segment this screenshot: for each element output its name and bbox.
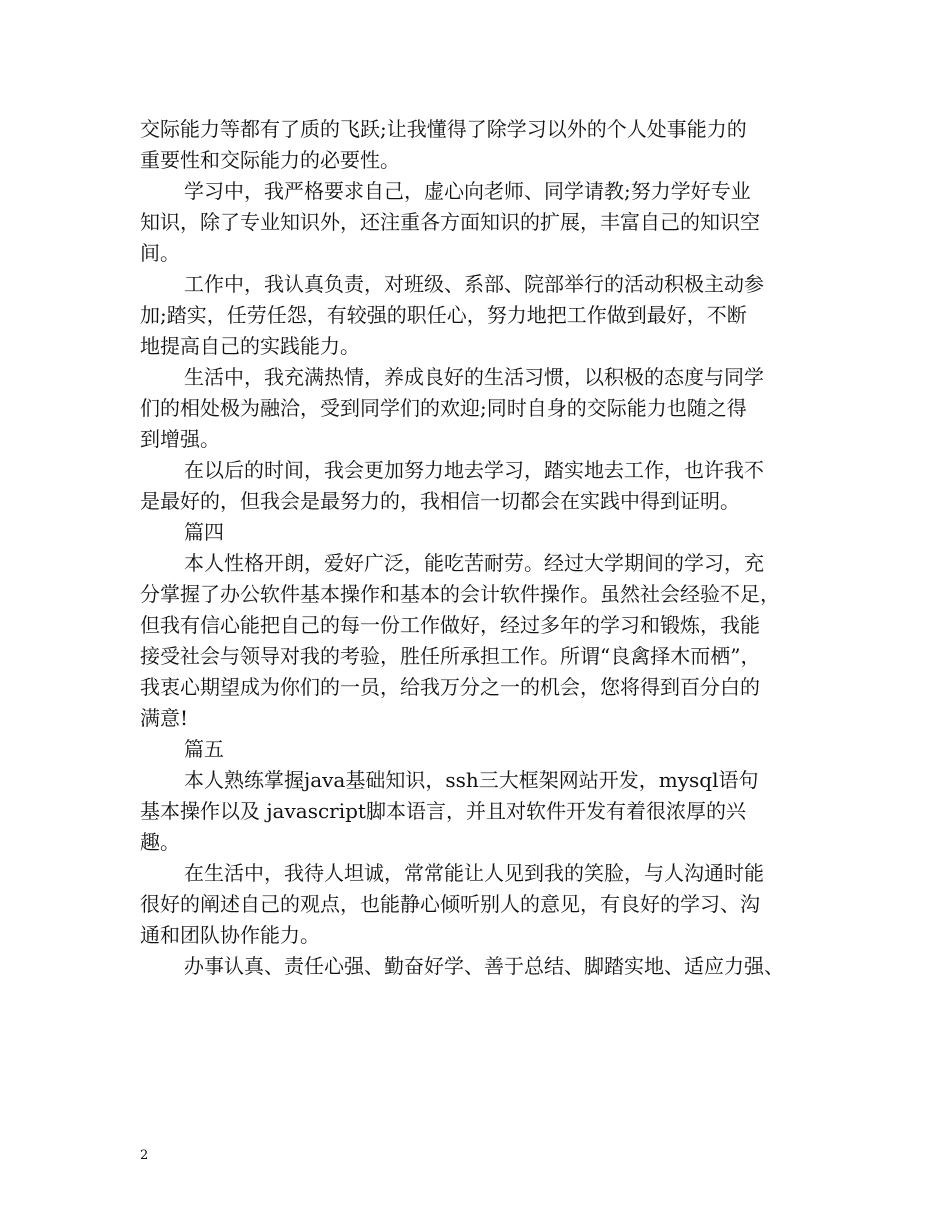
text-line: 趣。 (140, 830, 180, 854)
text-line: 间。 (140, 241, 180, 265)
text-line: 满意! (140, 706, 189, 730)
text-line: 分掌握了办公软件基本操作和基本的会计软件操作。虽然社会经验不足， (140, 582, 780, 606)
text-line: 基本操作以及 javascript脚本语言，并且对软件开发有着很浓厚的兴 (140, 799, 746, 823)
text-line: 生活中，我充满热情，养成良好的生活习惯，以积极的态度与同学 (184, 365, 764, 389)
paragraph (140, 114, 820, 176)
section-heading: 篇四 (184, 520, 224, 544)
text-line: 交际能力等都有了质的飞跃;让我懂得了除学习以外的个人处事能力的 (140, 117, 747, 141)
page-number: 2 (140, 1148, 149, 1163)
text-line: 工作中，我认真负责，对班级、系部、院部举行的活动积极主动参 (184, 272, 764, 296)
text-line: 在以后的时间，我会更加努力地去学习，踏实地去工作，也许我不 (184, 458, 764, 482)
paragraph (140, 858, 820, 951)
paragraph (140, 765, 820, 858)
text-line: 我衷心期望成为你们的一员，给我万分之一的机会，您将得到百分白的 (140, 675, 760, 699)
text-line: 本人熟练掌握java基础知识，ssh三大框架网站开发，mysql语句 (184, 768, 759, 792)
text-line: 很好的阐述自己的观点，也能静心倾听别人的意见，有良好的学习、沟 (140, 892, 760, 916)
text-line: 但我有信心能把自己的每一份工作做好，经过多年的学习和锻炼，我能 (140, 613, 760, 637)
text-line: 到增强。 (140, 427, 220, 451)
paragraph (140, 548, 820, 734)
paragraph (140, 269, 820, 362)
text-line: 在生活中，我待人坦诚，常常能让人见到我的笑脸，与人沟通时能 (184, 861, 764, 885)
document-body (140, 114, 820, 982)
text-line: 知识，除了专业知识外，还注重各方面知识的扩展，丰富自己的知识空 (140, 210, 760, 234)
text-line: 重要性和交际能力的必要性。 (140, 148, 400, 172)
text-line: 是最好的，但我会是最努力的，我相信一切都会在实践中得到证明。 (140, 489, 740, 513)
paragraph (140, 362, 820, 455)
text-line: 地提高自己的实践能力。 (140, 334, 360, 358)
text-line: 们的相处极为融洽，受到同学们的欢迎;同时自身的交际能力也随之得 (140, 396, 747, 420)
paragraph (140, 176, 820, 269)
text-line: 办事认真、责任心强、勤奋好学、善于总结、脚踏实地、适应力强、 (184, 954, 784, 978)
paragraph (140, 455, 820, 517)
text-line: 通和团队协作能力。 (140, 923, 320, 947)
text-line: 接受社会与领导对我的考验，胜任所承担工作。所谓“良禽择木而栖”， (140, 644, 761, 668)
paragraph (140, 951, 820, 982)
text-line: 本人性格开朗，爱好广泛，能吃苦耐劳。经过大学期间的学习，充 (184, 551, 764, 575)
text-line: 加;踏实，任劳任怨，有较强的职任心，努力地把工作做到最好，不断 (140, 303, 747, 327)
section-heading: 篇五 (184, 737, 224, 761)
text-line: 学习中，我严格要求自己，虚心向老师、同学请教;努力学好专业 (184, 179, 751, 203)
